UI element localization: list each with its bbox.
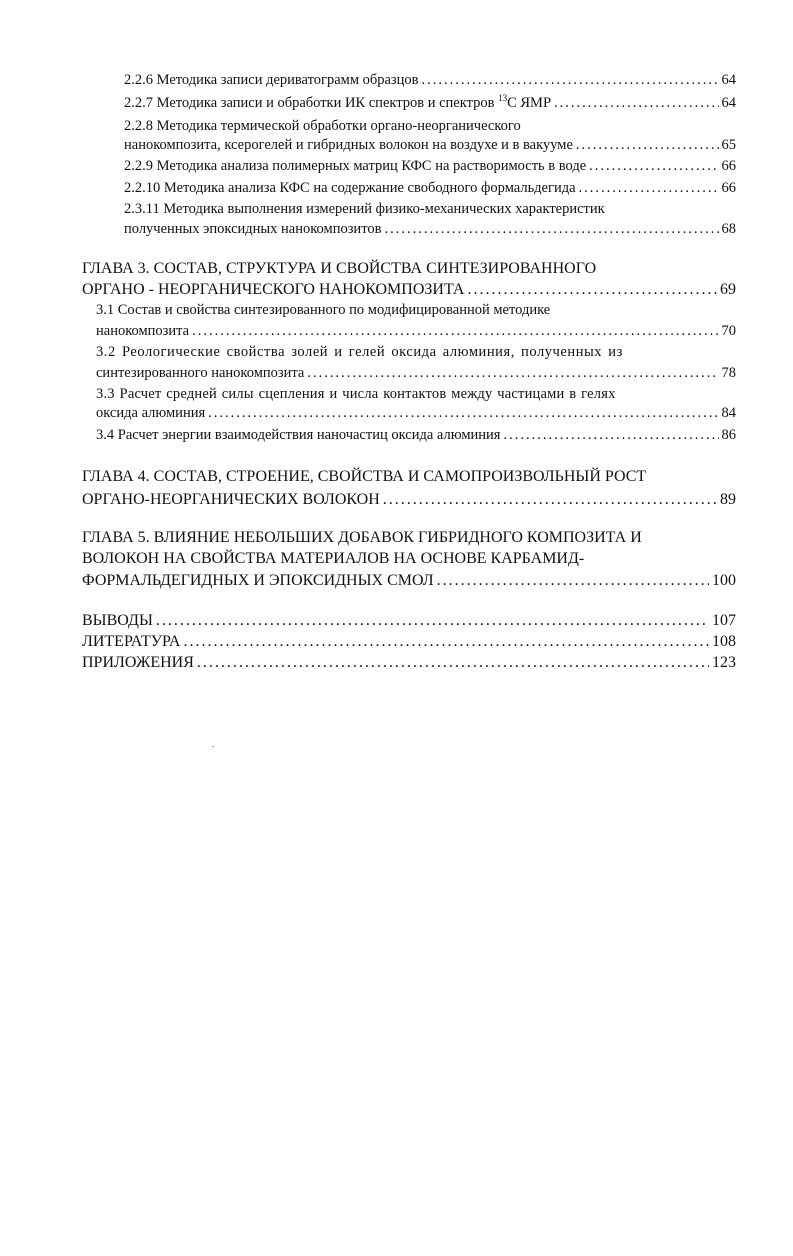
scan-speck	[212, 746, 214, 747]
toc-entry-2-2-10	[124, 180, 736, 197]
dot-leader	[579, 180, 719, 197]
toc-conclusions	[82, 612, 736, 630]
toc-chapter-title: ГЛАВА 4. СОСТАВ, СТРОЕНИЕ, СВОЙСТВА И САМОПРОИЗВОЛЬНЫЙ РОСТ	[82, 468, 647, 485]
toc-entry-title: 2.2.10 Методика анализа КФС на содержание свободного формальдегида	[124, 180, 576, 196]
dot-leader	[576, 137, 719, 154]
toc-entry-title: 2.3.11 Методика выполнения измерений физико-механических характеристик	[124, 201, 605, 217]
toc-chapter-4-line1	[82, 468, 736, 486]
toc-page-number: 64	[721, 72, 736, 88]
toc-entry-title: нанокомпозита, ксерогелей и гибридных волокон на воздухе и в вакууме	[124, 137, 573, 153]
toc-entry-2-2-8-line1	[124, 118, 736, 135]
toc-page-number: 108	[712, 633, 736, 650]
dot-leader	[437, 572, 709, 590]
toc-entry-title: 3.3 Расчет средней силы сцепления и числа контактов между частицами в гелях	[96, 386, 616, 402]
toc-chapter-5-line3	[82, 572, 736, 590]
dot-leader	[208, 405, 718, 422]
toc-chapter-title: ОРГАНО-НЕОРГАНИЧЕСКИХ ВОЛОКОН	[82, 491, 380, 508]
toc-entry-2-3-11-line2	[124, 221, 736, 238]
toc-entry-3-1-line2	[96, 323, 736, 340]
toc-page-number: 66	[721, 158, 736, 174]
toc-chapter-title: ВЫВОДЫ	[82, 612, 153, 629]
toc-entry-title: 2.2.9 Методика анализа полимерных матриц КФС на растворимость в воде	[124, 158, 587, 174]
toc-entry-3-1-line1	[96, 302, 736, 319]
toc-entry-title: 2.2.8 Методика термической обработки органо-неорганического	[124, 118, 521, 134]
toc-entry-3-2-line2	[96, 365, 736, 382]
dot-leader	[192, 323, 718, 340]
dot-leader	[156, 612, 709, 630]
toc-entry-2-2-8-line2	[124, 137, 736, 154]
toc-entry-2-2-6	[124, 72, 736, 89]
toc-page-number: 100	[712, 572, 736, 589]
toc-page-number: 69	[720, 281, 736, 298]
dot-leader	[384, 221, 718, 238]
toc-page-number: 78	[721, 365, 736, 381]
toc-entry-title: 3.1 Состав и свойства синтезированного по модифицированной методике	[96, 302, 551, 318]
toc-page-number: 64	[721, 95, 736, 111]
dot-leader	[503, 427, 718, 444]
toc-chapter-5-line1	[82, 529, 736, 547]
toc-page-number: 66	[721, 180, 736, 196]
toc-page-number: 123	[712, 654, 736, 671]
toc-entry-title: 3.4 Расчет энергии взаимодействия наночастиц оксида алюминия	[96, 427, 501, 443]
toc-chapter-title: ФОРМАЛЬДЕГИДНЫХ И ЭПОКСИДНЫХ СМОЛ	[82, 572, 434, 589]
dot-leader	[197, 654, 709, 672]
toc-page-number: 89	[720, 491, 736, 508]
dot-leader	[183, 633, 709, 651]
toc-page-number: 65	[721, 137, 736, 153]
toc-page-number: 107	[712, 612, 736, 629]
toc-chapter-title: ВОЛОКОН НА СВОЙСТВА МАТЕРИАЛОВ НА ОСНОВЕ КАРБАМИД-	[82, 550, 585, 567]
toc-entry-2-2-7	[124, 95, 736, 112]
toc-chapter-4-line2	[82, 491, 736, 509]
toc-entry-title-part: 2.2.7 Методика записи и обработки ИК спектров и спектров	[124, 95, 499, 111]
toc-page-number: 84	[721, 405, 736, 421]
toc-chapter-title: ПРИЛОЖЕНИЯ	[82, 654, 194, 671]
toc-page-number: 68	[721, 221, 736, 237]
toc-entry-title	[124, 95, 551, 112]
toc-entry-2-2-9	[124, 158, 736, 175]
superscript-13: 13	[498, 93, 508, 104]
dot-leader	[589, 158, 718, 175]
toc-entry-title: полученных эпоксидных нанокомпозитов	[124, 221, 382, 237]
toc-chapter-title: ЛИТЕРАТУРА	[82, 633, 181, 650]
dot-leader	[467, 281, 717, 299]
toc-entry-title: оксида алюминия	[96, 405, 206, 421]
toc-entry-3-3-line2	[96, 405, 736, 422]
toc-entry-title: нанокомпозита	[96, 323, 190, 339]
toc-chapter-title: ОРГАНО - НЕОРГАНИЧЕСКОГО НАНОКОМПОЗИТА	[82, 281, 465, 298]
toc-chapter-5-line2	[82, 550, 736, 568]
toc-entry-3-3-line1	[96, 386, 736, 403]
dot-leader	[383, 491, 717, 509]
toc-entry-3-2-line1	[96, 344, 736, 361]
toc-entry-2-3-11-line1	[124, 201, 736, 218]
toc-entry-title: 3.2 Реологические свойства золей и гелей оксида алюминия, полученных из	[96, 344, 623, 360]
toc-appendices	[82, 654, 736, 672]
toc-chapter-3-line1	[82, 260, 736, 278]
toc-page-number: 86	[721, 427, 736, 443]
dot-leader	[422, 72, 719, 89]
toc-chapter-3-line2	[82, 281, 736, 299]
dot-leader	[554, 95, 718, 112]
dot-leader	[307, 365, 718, 382]
toc-entry-title-part: С ЯМР	[507, 95, 552, 111]
toc-literature	[82, 633, 736, 651]
toc-entry-title: 2.2.6 Методика записи дериватограмм образцов	[124, 72, 419, 88]
toc-entry-3-4	[96, 427, 736, 444]
toc-chapter-title: ГЛАВА 5. ВЛИЯНИЕ НЕБОЛЬШИХ ДОБАВОК ГИБРИДНОГО КОМПОЗИТА И	[82, 529, 642, 546]
toc-page-number: 70	[721, 323, 736, 339]
toc-entry-title: синтезированного нанокомпозита	[96, 365, 305, 381]
toc-chapter-title: ГЛАВА 3. СОСТАВ, СТРУКТУРА И СВОЙСТВА СИНТЕЗИРОВАННОГО	[82, 260, 597, 277]
